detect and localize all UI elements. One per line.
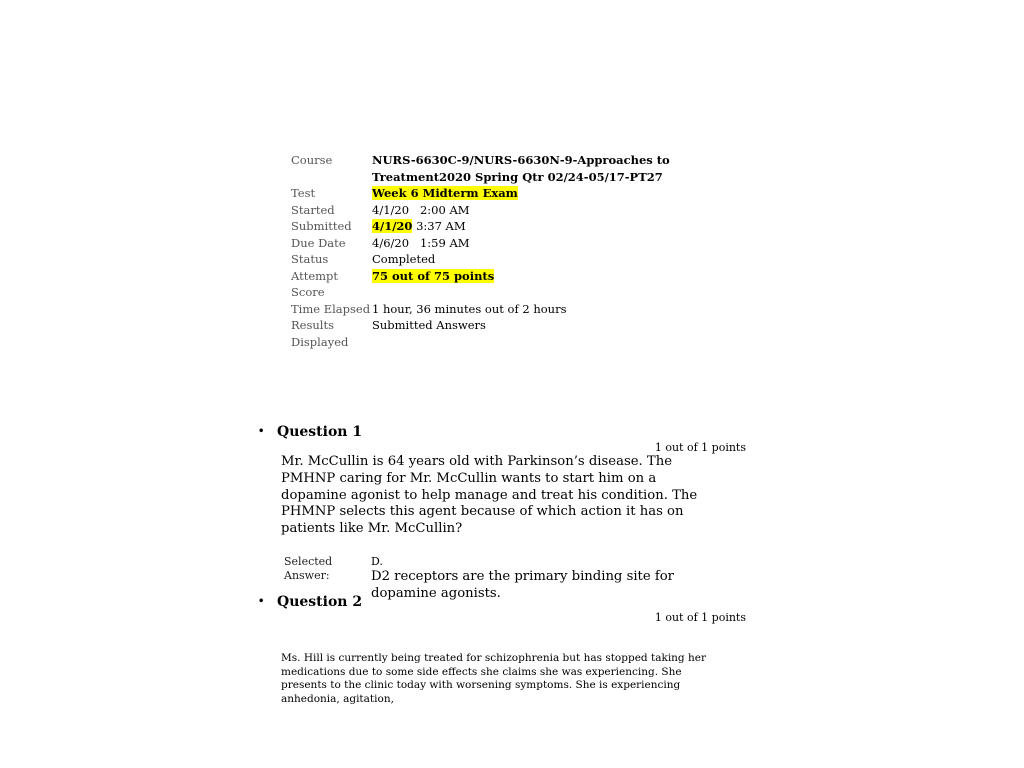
question-2-points: 1 out of 1 points: [654, 611, 746, 624]
status-row: [291, 251, 731, 268]
elapsed-row: [291, 301, 731, 318]
elapsed-value: 1 hour, 36 minutes out of 2 hours: [372, 301, 567, 316]
submitted-time: 3:37 AM: [412, 219, 466, 233]
question-2: [258, 594, 758, 706]
selected-answer-letter: D.: [371, 554, 383, 568]
question-2-header: [258, 594, 758, 610]
selected-answer-label: Selected Answer:: [284, 554, 333, 582]
selected-answer-text: D2 receptors are the primary binding site for dopamine agonists.: [371, 568, 674, 601]
course-label: Course: [291, 153, 333, 167]
score-label: Attempt Score: [291, 268, 339, 299]
bullet-icon: •: [258, 426, 265, 437]
question-1-points: 1 out of 1 points: [654, 441, 746, 454]
results-value: Submitted Answers: [372, 318, 486, 332]
question-1-text: Mr. McCullin is 64 years old with Parkinson’s disease. The PMHNP caring for Mr. McCullin wants to start him on a dopamine agonist to help manage and treat his condition. The PHMNP selects this agent because of which action it has on patients like Mr. McCullin?: [281, 454, 698, 537]
score-value: 75 out of 75 points: [372, 268, 495, 283]
test-value: Week 6 Midterm Exam: [372, 186, 518, 200]
started-value: 4/1/20 2:00 AM: [372, 202, 470, 217]
course-value: NURS-6630C-9/NURS-6630N-9-Approaches to Treatment2020 Spring Qtr 02/24-05/17-PT27: [372, 153, 670, 184]
question-2-title: Question 2: [277, 594, 363, 610]
score-row: [291, 268, 731, 301]
question-1: [258, 424, 758, 603]
bullet-icon: •: [258, 596, 265, 607]
due-date-label: Due Date: [291, 235, 346, 250]
test-row: [291, 185, 731, 202]
results-label: Results Displayed: [291, 318, 349, 349]
test-summary: [291, 152, 731, 350]
due-date-value: 4/6/20 1:59 AM: [372, 235, 470, 250]
test-label: Test: [291, 186, 316, 200]
submitted-label: Submitted: [291, 219, 352, 233]
started-label: Started: [291, 202, 335, 217]
status-label: Status: [291, 252, 329, 266]
question-2-text: Ms. Hill is currently being treated for schizophrenia but has stopped taking her medications due to some side effects she claims she was experiencing. She presents to the clinic today with worsening symptoms. She is experiencing anhedonia, agitation,: [281, 652, 706, 705]
started-row: [291, 202, 731, 219]
status-value: Completed: [372, 252, 436, 266]
submitted-row: [291, 218, 731, 235]
course-row: [291, 152, 731, 185]
results-row: [291, 317, 731, 350]
question-1-title: Question 1: [277, 424, 363, 440]
question-1-header: [258, 424, 758, 440]
elapsed-label: Time Elapsed: [291, 301, 371, 316]
due-date-row: [291, 235, 731, 252]
submitted-date: 4/1/20: [372, 219, 413, 233]
